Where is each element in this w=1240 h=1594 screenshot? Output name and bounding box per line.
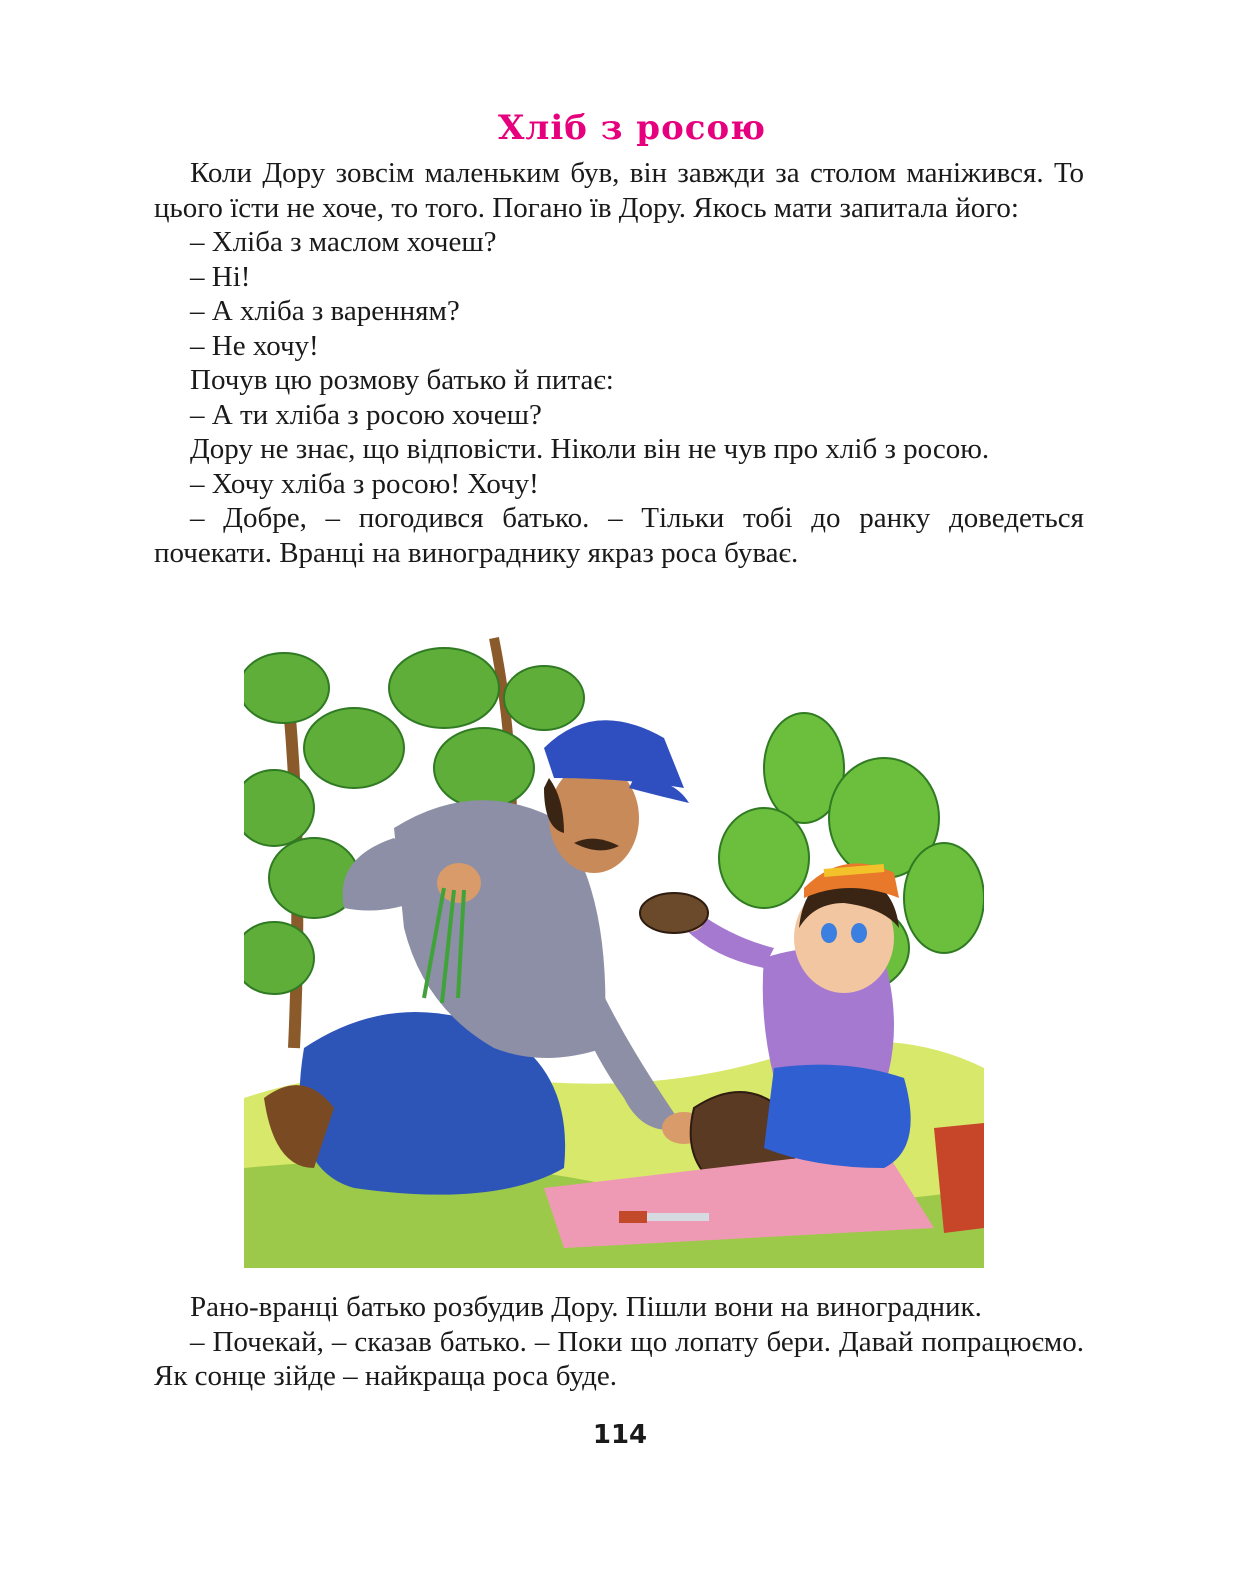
paragraph: – Ні! <box>190 260 251 293</box>
paragraph: Почув цю розмову батько й питає: <box>190 364 614 396</box>
paragraph: – Хочу хліба з росою! Хочу! <box>190 467 539 500</box>
paragraph: Коли Дору зовсім маленьким був, він завжди за столом маніжився. То цього їсти не хоче, то того. Погано їв Дору. Якось мати запитала його: <box>154 157 1084 224</box>
story-text-bottom <box>154 1290 1084 1394</box>
paragraph: Рано-вранці батько розбудив Дору. Пішли вони на виноградник. <box>190 1291 982 1323</box>
story-text-top <box>154 156 1084 570</box>
paragraph: – А ти хліба з росою хочеш? <box>190 398 542 431</box>
father-and-son-vineyard-illustration <box>244 628 984 1268</box>
paragraph: – Добре, – погодився батько. – Тільки тобі до ранку доведеться почекати. Вранці на винограднику якраз роса буває. <box>154 502 1084 569</box>
paragraph: – Хліба з маслом хочеш? <box>190 226 497 258</box>
paragraph: Дору не знає, що відповісти. Ніколи він не чув про хліб з росою. <box>190 433 990 465</box>
paragraph: – Не хочу! <box>190 329 319 362</box>
page-number: 114 <box>592 1420 648 1450</box>
paragraph: – А хліба з варенням? <box>190 295 460 327</box>
paragraph: – Почекай, – сказав батько. – Поки що лопату бери. Давай попрацюємо. Як сонце зійде – найкраща роса буде. <box>154 1325 1084 1392</box>
page-title: Хліб з росою <box>497 108 766 148</box>
